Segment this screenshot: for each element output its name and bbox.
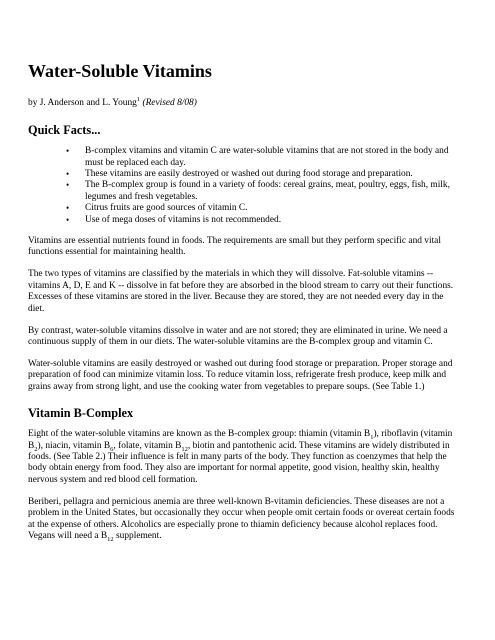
bullet-icon: • bbox=[66, 180, 70, 191]
bullet-icon: • bbox=[66, 168, 70, 179]
quick-facts-heading: Quick Facts... bbox=[28, 123, 101, 138]
paragraph-b-complex: Eight of the water-soluble vitamins are known as the B-complex group: thiamin (vitamin $B_1$), riboflavin (vitamin $B_2$), niacin, vitamin $B_6$, folate, vitamin $B_{12}$, biotin and pantothenic acid. These vitamins are widely distributed in foods. (See Table 2.) Their influence is felt in many parts of the body. They function as coenzymes that help the body obtain energy from food. They also are important for normal appetite, good vision, healthy skin, healthy nervous system and red blood cell formation. bbox=[28, 429, 453, 485]
paragraph-deficiencies: Beriberi, pellagra and pernicious anemia are three well-known B-vitamin deficiencies. These diseases are not a problem in the United States, but occasionally they occur when people omit certain foods or overeat certain foods at the expense of others. Alcoholics are especially prone to thiamin deficiency because alcohol replaces food. Vegans will need a $B_{12}$ supplement. bbox=[28, 496, 455, 543]
paragraph-intro: Vitamins are essential nutrients found in foods. The requirements are small but they perform specific and vital functions essential for maintaining health. bbox=[28, 235, 441, 258]
list-item: • These vitamins are easily destroyed or washed out during food storage and preparation. bbox=[66, 168, 413, 179]
paragraph-storage: Water-soluble vitamins are easily destroyed or washed out during food storage or preparation. Proper storage and preparation of food can minimize vitamin loss. To reduce vitamin loss, refrigerate fresh produce, keep milk and grains away from strong light, and use the cooking water from vegetables to prepare soups. (See Table 1.) bbox=[28, 359, 453, 392]
quick-facts-list bbox=[28, 146, 458, 226]
document-title: Water-Soluble Vitamins bbox=[28, 61, 212, 81]
list-item: • Use of mega doses of vitamins is not recommended. bbox=[66, 214, 282, 225]
paragraph-types: The two types of vitamins are classified by the materials in which they will dissolve. Fat-soluble vitamins -- vitamins A, D, E and K -- dissolve in fat before they are absorbed in the blood stream to carry out their functions. Excesses of these vitamins are stored in the liver. Because they are stored, they are not needed every day in the diet. bbox=[28, 269, 454, 314]
byline bbox=[28, 94, 458, 109]
bullet-icon: • bbox=[66, 214, 70, 225]
revised-date: (Revised 8/08) bbox=[142, 98, 197, 109]
bullet-icon: • bbox=[66, 146, 70, 157]
vitamin-b-heading: Vitamin B-Complex bbox=[28, 406, 134, 421]
list-item: • The B-complex group is found in a variety of foods: cereal grains, meat, poultry, eggs, fish, milk, legumes and fresh vegetables. bbox=[66, 180, 450, 202]
bullet-icon: • bbox=[66, 203, 70, 214]
paragraph-water-soluble: By contrast, water-soluble vitamins dissolve in water and are not stored; they are eliminated in urine. We need a continuous supply of them in our diets. The water-soluble vitamins are the B-complex group and vitamin C. bbox=[28, 325, 448, 347]
list-item: • B-complex vitamins and vitamin C are water-soluble vitamins that are not stored in the body and must be replaced each day. bbox=[66, 146, 449, 168]
list-item: • Citrus fruits are good sources of vitamin C. bbox=[66, 203, 248, 214]
footnote-mark: 1 bbox=[136, 96, 141, 103]
byline-authors: by J. Anderson and L. Young bbox=[28, 98, 137, 109]
